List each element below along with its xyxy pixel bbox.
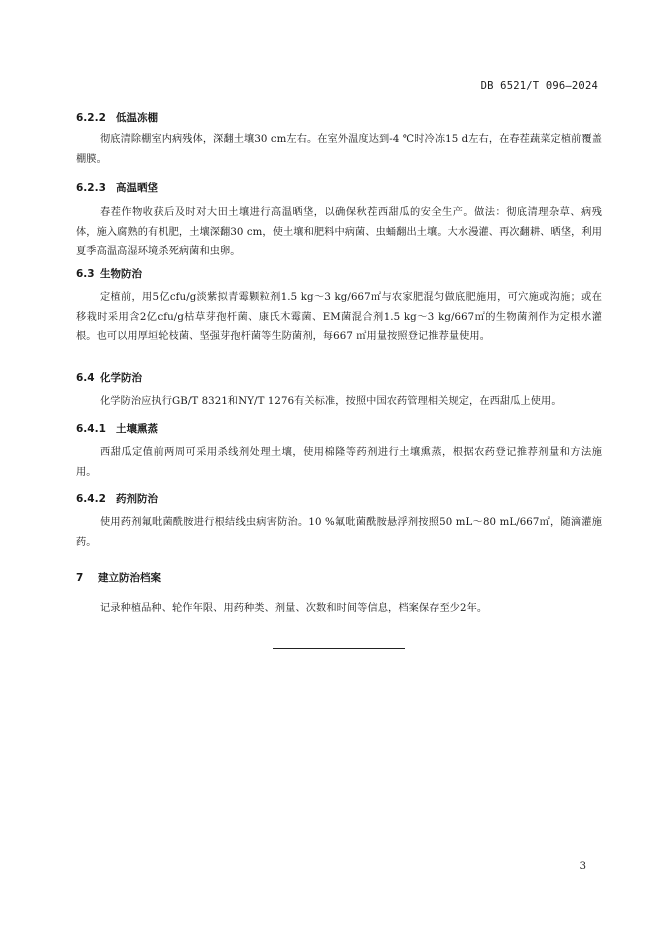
page-number: 3 [579, 861, 586, 872]
section-body-6-4-2: 使用药剂氟吡菌酰胺进行根结线虫病害防治。10 %氟吡菌酰胺悬浮剂按照50 mL～80 mL/667㎡，随滴灌施药。 [76, 517, 602, 548]
section-heading-6-3 [76, 266, 600, 281]
section-number: 7 [76, 572, 84, 584]
section-number: 6.2.3 [76, 182, 106, 194]
section-number: 6.4.1 [76, 423, 106, 435]
section-body-6-4: 化学防治应执行GB/T 8321和NY/T 1276有关标准，按照中国农药管理相关规定，在西甜瓜上使用。 [100, 396, 562, 407]
section-heading-6-2-3 [76, 180, 600, 195]
section-title: 低温冻棚 [116, 112, 158, 124]
section-body-6-3: 定植前，用5亿cfu/g淡紫拟青霉颗粒剂1.5 kg～3 kg/667㎡与农家肥混匀做底肥施用，可穴施或沟施；或在移栽时采用含2亿cfu/g枯草芽孢杆菌、康氏木霉菌、EM菌混合剂1.5 kg～3 kg/667㎡的生物菌剂作为定根水灌根。也可以用厚垣轮枝菌、坚强芽孢杆菌等生防菌剂，每667 ㎡用量按照登记推荐量使用。 [76, 292, 602, 342]
section-number: 6.3 [76, 268, 95, 280]
section-number: 6.2.2 [76, 112, 106, 124]
section-title: 生物防治 [100, 268, 142, 280]
section-number: 6.4 [76, 372, 95, 384]
section-title: 高温晒垡 [116, 182, 158, 194]
section-title: 土壤熏蒸 [116, 423, 158, 435]
section-body-6-4-1: 西甜瓜定值前两周可采用杀线剂处理土壤，使用棉隆等药剂进行土壤熏蒸，根据农药登记推荐剂量和方法施用。 [76, 447, 602, 478]
section-number: 6.4.2 [76, 493, 106, 505]
section-heading-6-4-1 [76, 421, 600, 436]
end-divider [273, 648, 405, 649]
document-code: DB 6521/T 096—2024 [480, 80, 598, 92]
section-title: 建立防治档案 [98, 572, 161, 584]
section-heading-6-4 [76, 370, 600, 385]
section-heading-6-4-2 [76, 491, 600, 506]
section-title: 药剂防治 [116, 493, 158, 505]
section-heading-7 [76, 570, 600, 585]
section-body-7: 记录种植品种、轮作年限、用药种类、剂量、次数和时间等信息，档案保存至少2年。 [100, 603, 488, 614]
section-body-6-2-2: 彻底清除棚室内病残体，深翻土壤30 cm左右。在室外温度达到-4 ℃时冷冻15 d左右，在春茬蔬菜定植前覆盖棚膜。 [76, 134, 602, 165]
section-heading-6-2-2 [76, 110, 600, 125]
section-title: 化学防治 [100, 372, 142, 384]
section-body-6-2-3: 春茬作物收获后及时对大田土壤进行高温晒垡，以确保秋茬西甜瓜的安全生产。做法：彻底清理杂草、病残体，施入腐熟的有机肥，土壤深翻30 cm，使土壤和肥料中病菌、虫蛹翻出土壤。大水漫灌、再次翻耕、晒垡，利用夏季高温高湿环境杀死病菌和虫卵。 [76, 207, 602, 257]
